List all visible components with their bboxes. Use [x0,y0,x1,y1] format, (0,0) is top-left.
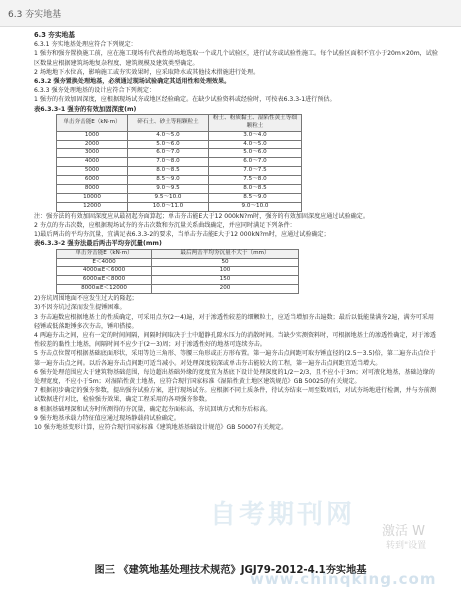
watermark-url: www.chinqking.com [250,570,437,588]
paragraph: 2)夯坑周围地面不应发生过大的隆起； [34,295,138,303]
table-title: 表6.3.3-1 强夯的有效加固深度(m) [34,105,137,113]
table-row [57,140,302,149]
table-header-cell: 粉土、粉质黏土、湿陷性黄土等细颗粒土 [209,114,302,131]
table-cell: 9.0～10.0 [209,202,302,211]
paragraph: 5 夯击点位置可根据基础底面形状，采用等边三角形、等腰三角形或正方形布置。第一遍夯击点间距可取夯锤直径的(2.5～3.5)倍，第二遍夯击点位于第一遍夯击点之间。以后各遍夯击点间距可适当减小。对处理深度较深或单击夯击能较大的工程，第一遍夯击点间距宜适当增大。 [34,350,436,367]
table-cell: 8000≤E＜12000 [57,285,152,294]
table-cell: 4000≤E＜6000 [57,267,152,276]
table-cell: 150 [152,276,299,285]
table-row [57,131,302,140]
paragraph: 2 夯点的夯击次数，应根据现场试夯的夯击次数和夯沉量关系曲线确定，并应同时满足下列条件： [34,222,296,229]
table-cell: 2000 [57,140,128,149]
paragraph: 6.3.3 强夯处理地基的设计应符合下列规定： [34,87,156,95]
paragraph: 2 场地地下水位高，影响施工或夯实效果时，应采取降水或其他技术措施进行处理。 [34,68,260,76]
table-cell: 4.0～5.0 [128,131,209,140]
paragraph: 3 夯击遍数应根据地基土的性质确定，可采用点夯(2～4)遍，对于渗透性较差的细颗粒土，应适当增加夯击遍数；最后以低能量满夯2遍，满夯可采用轻锤或低落距锤多次夯击，锤印搭接。 [34,313,435,330]
table-cell: 50 [152,258,299,267]
paragraph: 6 强夯处理范围应大于建筑物基础范围，每边超出基础外缘的宽度宜为基底下设计处理深度的1/2～2/3，且不应小于3m；对可液化地基，基础边缘的处理宽度，不应小于5m；对湿陷性黄土地基，应符合现行国家标准《湿陷性黄土地区建筑规范》GB 50025的有关规定。 [34,368,435,385]
table-header-cell: 单击夯击能E（kN·m） [57,114,128,131]
figure-caption: 图三 《建筑地基处理技术规范》JGJ79-2012-4.1夯实地基 [94,565,367,576]
table-header-cell: 单击夯击能E（kN·m） [57,249,152,258]
table-title: 表6.3.3-2 强夯法最后两击平均夯沉量(mm) [34,240,162,248]
table-cell: 10000 [57,193,128,202]
table-row [57,267,299,276]
table-row [57,276,299,285]
paragraph: 9 强夯地基承载力特征值应通过现场静载荷试验确定。 [34,414,180,422]
table-cell: 9.0～9.5 [128,185,209,194]
settlement-table [56,249,299,295]
table-cell: 10.0～11.0 [128,202,209,211]
table-cell: 12000 [57,202,128,211]
table-cell: E＜4000 [57,258,152,267]
table-cell: 7.0～7.5 [209,167,302,176]
table-cell: 7.5～8.0 [209,176,302,185]
table-cell: 1000 [57,131,128,140]
table-cell: 5.0～6.0 [209,149,302,158]
table-cell: 8.5～9.0 [209,193,302,202]
activation-watermark-sub: 转到"设置 [386,541,427,551]
activation-watermark: 激活 W [382,524,425,539]
table-cell: 8.5～9.0 [128,176,209,185]
paragraph: 1 强夯的有效加固深度，应根据现场试夯或地区经验确定。在缺少试验资料或经验时，可按表6.3.3-1进行预估。 [34,96,336,104]
paragraph: 8 根据基础埋深和试夯时所测得的夯沉量，确定起夯面标高、夯坑回填方式和夯后标高。 [34,405,272,413]
table-cell: 8.0～8.5 [128,167,209,176]
table-cell: 8000 [57,185,128,194]
table-row [57,158,302,167]
document-body [34,30,439,432]
table-cell: 4.0～5.0 [209,140,302,149]
table-cell: 6000 [57,176,128,185]
table-row [57,193,302,202]
table-cell: 4000 [57,158,128,167]
paragraph: 10 强夯地基变形计算，应符合现行国家标准《建筑地基基础设计规范》GB 50007有关规定。 [34,423,288,431]
effective-depth-table [56,114,302,212]
table-cell: 8.0～8.5 [209,185,302,194]
table-row [57,185,302,194]
section-heading: 6.3 夯实地基 [34,31,75,39]
table-cell: 7.0～8.0 [128,158,209,167]
table-row [57,149,302,158]
table-header-cell: 碎石土、砂土等粗颗粒土 [128,114,209,131]
table-cell: 9.5～10.0 [128,193,209,202]
paragraph: 4 两遍夯击之间，应有一定的时间间隔，间隔时间取决于土中超静孔隙水压力的消散时间。当缺少实测资料时，可根据地基土的渗透性确定，对于渗透性较差的黏性土地基，间隔时间不应少于(2～3)周；对于渗透性好的地基可连续夯击。 [34,331,436,349]
paragraph-emphasis: 6.3.2 强夯置换处理地基，必须通过现场试验确定其适用性和处理效果。 [34,78,231,86]
paragraph: 7 根据初步确定的强夯参数，提出强夯试验方案，进行现场试夯。应根据不同土质条件，待试夯结束一周至数周后，对试夯场地进行检测，并与夯前测试数据进行对比，检验强夯效果，确定工程采用的各项强夯参数。 [34,387,436,404]
paragraph: 6.3.1 夯实地基处理应符合下列规定： [34,41,137,49]
table-cell: 200 [152,285,299,294]
table-cell: 6.0～7.0 [128,149,209,158]
paragraph: 1)最后两击的平均夯沉量，宜满足表6.3.3-2的要求，当单击夯击能E大于12 000kN?m时，应通过试验确定； [34,231,330,239]
table-cell: 5000 [57,167,128,176]
watermark-site-name: 自考期刊网 [210,500,356,530]
table-row [57,258,299,267]
table-row [57,202,302,211]
table-cell: 3.0～4.0 [209,131,302,140]
table-note: 注：强夯法的有效加固深度应从最初起夯面算起；单击夯击能E大于12 000kN?m时，强夯的有效加固深度应通过试验确定。 [34,212,369,220]
table-cell: 3000 [57,149,128,158]
paragraph: 3)不因夯坑过深而发生提锤困难。 [34,304,126,312]
table-header-cell: 最后两击平均夯沉量不大于（mm） [152,249,299,258]
page-header-bar [0,0,461,27]
section-header-title: 6.3 夯实地基 [8,10,62,20]
paragraph: 1 强夯和强夯置换施工前，应在施工现场有代表性的场地选取一个或几个试验区，进行试夯或试验性施工。每个试验区面积不宜小于20m×20m，试验区数量应根据建筑场地复杂程度、建筑规模及建筑类型确定。 [34,50,438,67]
table-row [57,167,302,176]
table-cell: 5.0～6.0 [128,140,209,149]
table-cell: 6.0～7.0 [209,158,302,167]
table-cell: 6000≤E＜8000 [57,276,152,285]
table-row [57,176,302,185]
table-cell: 100 [152,267,299,276]
table-row [57,285,299,294]
